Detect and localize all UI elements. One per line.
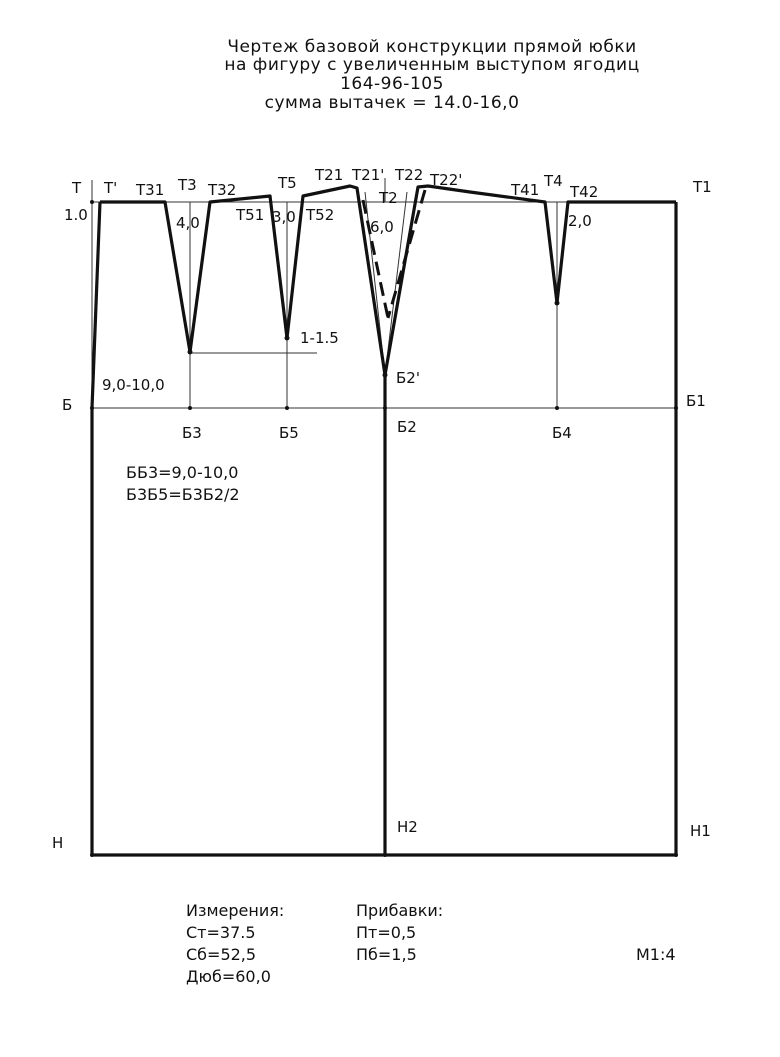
label-t22: Т22 xyxy=(395,166,424,184)
formula-b3b5: Б3Б5=Б3Б2/2 xyxy=(126,485,240,504)
title-line-4: сумма вытачек = 14.0-16,0 xyxy=(264,93,520,113)
label-t22-prime: Т22' xyxy=(430,171,463,189)
label-t4: Т4 xyxy=(544,172,563,190)
label-h1: Н1 xyxy=(690,822,711,840)
measurements-heading: Измерения: xyxy=(186,901,285,920)
title-line-2: на фигуру с увеличенным выступом ягодиц xyxy=(224,55,640,75)
point-labels xyxy=(52,166,712,852)
dim-dart5-tip: 1-1.5 xyxy=(300,329,339,347)
label-b1: Б1 xyxy=(686,392,706,410)
label-b: Б xyxy=(62,396,73,414)
measurement-item: Дюб=60,0 xyxy=(186,967,271,986)
dimension-labels xyxy=(64,206,592,394)
label-t52: Т52 xyxy=(306,206,335,224)
dim-dart3-depth: 9,0-10,0 xyxy=(102,376,165,394)
allowance-item: Пб=1,5 xyxy=(356,945,417,964)
label-b2-prime: Б2' xyxy=(396,369,420,387)
title-line-3: 164-96-105 xyxy=(340,74,444,94)
label-t2: Т2 xyxy=(379,189,398,207)
label-h: Н xyxy=(52,834,64,852)
label-t32: Т32 xyxy=(208,181,237,199)
dim-dart4: 2,0 xyxy=(568,212,592,230)
label-t42: Т42 xyxy=(570,183,599,201)
dim-dart2: 6,0 xyxy=(370,218,394,236)
label-t41: Т41 xyxy=(511,181,540,199)
dim-dart3: 4,0 xyxy=(176,214,200,232)
measurement-item: Ст=37.5 xyxy=(186,923,256,942)
label-t21: Т21 xyxy=(315,166,344,184)
pattern-outline xyxy=(92,186,676,855)
formula-bb3: ББ3=9,0-10,0 xyxy=(126,463,239,482)
label-b3: Б3 xyxy=(182,424,202,442)
label-t3: Т3 xyxy=(178,176,197,194)
dim-waist-rise: 1.0 xyxy=(64,206,88,224)
label-t1: Т1 xyxy=(693,178,712,196)
label-t31: Т31 xyxy=(136,181,165,199)
label-t5: Т5 xyxy=(278,174,297,192)
label-t51: Т51 xyxy=(236,206,265,224)
dim-dart5: 3,0 xyxy=(272,208,296,226)
measurement-item: Сб=52,5 xyxy=(186,945,257,964)
label-b5: Б5 xyxy=(279,424,299,442)
allowances-heading: Прибавки: xyxy=(356,901,444,920)
footer-notes xyxy=(186,901,676,986)
scale-label: М1:4 xyxy=(636,945,676,964)
label-b4: Б4 xyxy=(552,424,572,442)
label-t: Т xyxy=(72,179,82,197)
title-line-1: Чертеж базовой конструкции прямой юбки xyxy=(227,37,637,57)
label-t-prime: Т' xyxy=(104,179,118,197)
side-seam-front xyxy=(92,202,100,408)
label-t21-prime: Т21' xyxy=(352,166,385,184)
formulas xyxy=(126,463,240,504)
allowance-item: Пт=0,5 xyxy=(356,923,417,942)
label-b2: Б2 xyxy=(397,418,417,436)
label-h2: Н2 xyxy=(397,818,418,836)
